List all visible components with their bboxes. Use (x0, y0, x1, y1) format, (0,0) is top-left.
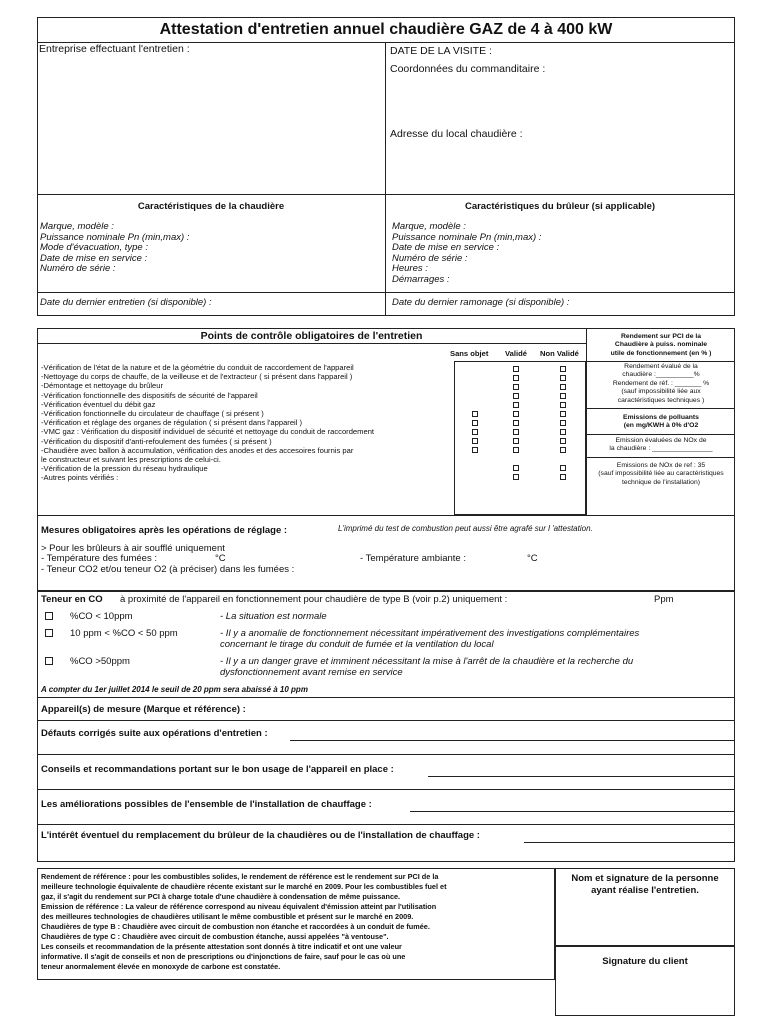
checkbox-non-valide[interactable] (560, 429, 566, 435)
rendement-header-line: utile de fonctionnement (en % ) (610, 349, 712, 357)
bruleur-field: Numéro de série : (392, 252, 468, 264)
interet-answer-line[interactable] (524, 842, 735, 843)
temp-ambiante-unit: °C (527, 553, 538, 564)
bruleur-title: Caractéristiques du brûleur (si applicable) (464, 201, 656, 212)
signature-pro-line: ayant réalise l'entretien. (591, 884, 699, 896)
checkbox-valide[interactable] (513, 384, 519, 390)
co-desc: à proximité de l'appareil en fonctionnement pour chaudière de type B (voir p.2) uniquement : (120, 594, 508, 605)
interet-label: L'intérêt éventuel du remplacement du brûleur de la chaudières ou de l'installation de chauffage : (41, 830, 480, 841)
bruleur-field: Date de mise en service : (392, 242, 500, 254)
co-row-text-line: - Il y a un danger grave et imminent nécessitant la mise à l'arrêt de la chaudière et la recherche du (220, 656, 634, 667)
checkbox-non-valide[interactable] (560, 474, 566, 480)
appareils-divider (37, 720, 735, 721)
emissions-ref-line: technique de l'installation) (621, 478, 700, 486)
signature-pro-label (555, 873, 735, 896)
conseils-answer-line[interactable] (37, 789, 735, 790)
ameliorations-answer-line[interactable] (410, 811, 735, 812)
checkbox-non-valide[interactable] (560, 366, 566, 372)
co-row-text-line: - Il y a anomalie de fonctionnement nécessitant impérativement des investigations complémentaires (220, 628, 640, 639)
co-row-text-line: concernant le tirage du conduit de fumée et la ventilation du local (220, 639, 494, 650)
points-item: -Vérification éventuel du débit gaz (41, 399, 156, 409)
points-list (41, 363, 374, 483)
caracteristiques-divider (37, 194, 735, 195)
checkbox-non-valide[interactable] (560, 420, 566, 426)
rendement-header-line: Rendement sur PCI de la (620, 333, 702, 340)
emissions-line: la chaudière : ________________ (609, 445, 713, 453)
points-item: -Démontage et nettoyage du brûleur (41, 381, 164, 391)
co-row-text-line: dysfonctionnement avant remise en service (220, 667, 403, 678)
dernier-divider (37, 292, 735, 293)
definition-line: teneur anormalement élevée en monoxyde de carbone est constatée. (41, 962, 281, 971)
defauts-answer-line[interactable] (37, 754, 735, 755)
points-item: le constructeur et suivant les prescriptions de celui-ci. (41, 455, 221, 465)
emissions-title (587, 414, 735, 431)
temp-ambiante-label: - Température ambiante : (360, 553, 466, 564)
rendement-header-divider (586, 361, 735, 362)
checkbox-valide[interactable] (513, 411, 519, 417)
definition-line: meilleure technologie équivalente de chaudière récente existant sur le marché en 2009. Pour les combustibles fuel et (41, 882, 447, 891)
points-item: -Autres points vérifiés : (41, 473, 119, 483)
emissions-divider (586, 408, 735, 409)
date-visite-label: DATE DE LA VISITE : (390, 45, 492, 57)
definition-line: Emission de référence : La valeur de référence correspond au niveau équivalent d'émission atteint par l'utilisation (41, 902, 437, 911)
defauts-label: Défauts corrigés suite aux opérations d'entretien : (41, 728, 268, 739)
points-bottom-divider (37, 515, 735, 516)
bruleur-field: Démarrages : (392, 273, 450, 285)
definition-line: Rendement de référence : pour les combustibles solides, le rendement de référence est le rendement sur PCI de la (41, 872, 439, 881)
rendement-line: caractéristiques techniques ) (617, 396, 705, 404)
chaudiere-field: Date de mise en service : (40, 252, 148, 264)
points-item: -Vérification de la pression du réseau hydraulique (41, 464, 208, 474)
points-title-divider (37, 343, 586, 344)
checkbox-sans-objet[interactable] (472, 447, 478, 453)
checkbox-sans-objet[interactable] (472, 429, 478, 435)
definition-line: Chaudières de type B : Chaudière avec circuit de combustion non étanche et raccordées à un conduit de fumée. (41, 922, 430, 931)
emissions-ref-line: (sauf impossibilité liée au caractéristiques (598, 470, 724, 478)
col-sans-objet: Sans objet (450, 349, 489, 358)
checkbox-non-valide[interactable] (560, 375, 566, 381)
conseils-label: Conseils et recommandations portant sur le bon usage de l'appareil en place : (41, 764, 394, 775)
points-item: -Vérification fonctionnelle du circulateur de chauffage ( si présent ) (41, 409, 264, 419)
chaudiere-field: Numéro de série : (40, 263, 116, 275)
chaudiere-field: Puissance nominale Pn (min,max) : (40, 231, 190, 243)
co-checkbox-low[interactable] (45, 612, 53, 620)
bruleur-fields (392, 222, 541, 286)
checkbox-non-valide[interactable] (560, 438, 566, 444)
emissions-ref-line: Emissions de NOx de ref : 35 (616, 462, 706, 469)
col-valide: Validé (505, 349, 527, 358)
points-title: Points de contrôle obligatoires de l'entretien (200, 330, 423, 342)
definition-line: des meilleures technologies de chaudières utilisant le même combustible et présent sur le marché en 2009. (41, 912, 414, 921)
chaudiere-fields (40, 222, 189, 275)
points-item: -Vérification fonctionnelle des dispositifs de sécurité de l'appareil (41, 390, 258, 400)
definition-line: Les conseils et recommandation de la présente attestation sont donnés à titre indicatif et ont une valeur (41, 942, 402, 951)
checkbox-valide[interactable] (513, 393, 519, 399)
points-item: -Vérification et réglage des organes de régulation ( si présent dans l'appareil ) (41, 418, 303, 428)
rendement-line: Rendement évalué de la (624, 363, 698, 370)
checkbox-non-valide[interactable] (560, 393, 566, 399)
bruleur-field: Marque, modèle : (392, 221, 466, 232)
checkbox-sans-objet[interactable] (472, 438, 478, 444)
temp-fumees-unit: °C (215, 553, 226, 564)
checkbox-valide[interactable] (513, 402, 519, 408)
mesures-title: Mesures obligatoires après les opérations de réglage : (41, 525, 288, 536)
mesures-note: L'imprimé du test de combustion peut aussi être agrafé sur l 'attestation. (338, 524, 593, 533)
chaudiere-title: Caractéristiques de la chaudière (137, 201, 285, 212)
emissions-title-line: Emissions de polluants (623, 414, 699, 421)
emissions-title-divider (586, 434, 735, 435)
points-item: -Chaudière avec ballon à accumulation, vérification des anodes et des accesoires fournis par (41, 445, 354, 455)
commanditaire-label: Coordonnées du commanditaire : (390, 63, 546, 75)
rendement-line: chaudière :__________% (622, 371, 700, 379)
checkbox-valide[interactable] (513, 375, 519, 381)
points-item: -VMC gaz : Vérification du dispositif individuel de sécurité et nettoyage du conduit de raccordement (41, 427, 375, 437)
co-row-text (220, 628, 639, 650)
checkbox-non-valide[interactable] (560, 465, 566, 471)
points-item: -Vérification du dispositif d'anti-refoulement des fumées ( si présent ) (41, 436, 272, 446)
checkbox-valide[interactable] (513, 420, 519, 426)
checkbox-non-valide[interactable] (560, 402, 566, 408)
signature-client-label: Signature du client (602, 956, 688, 967)
signature-pro-line: Nom et signature de la personne (571, 873, 719, 884)
definition-line: informative. Il s'agit de conseils et non de prescriptions ou d'injonctions de faire, sauf pour le cas où une (41, 952, 406, 961)
page-title: Attestation d'entretien annuel chaudière GAZ de 4 à 400 kW (159, 21, 613, 38)
co-title: Teneur en CO (41, 594, 103, 605)
points-item: -Vérification de l'état de la nature et de la géométrie du conduit de raccordement de l'appareil (41, 363, 354, 372)
chaudiere-field: Marque, modèle : (40, 221, 114, 232)
checkbox-non-valide[interactable] (560, 447, 566, 453)
checkbox-valide[interactable] (513, 465, 519, 471)
co-row-label: 10 ppm < %CO < 50 ppm (70, 628, 178, 639)
co-unit: Ppm (654, 594, 674, 605)
checkbox-sans-objet[interactable] (472, 420, 478, 426)
temp-fumees-label: - Température des fumées : (41, 553, 157, 564)
checkbox-valide[interactable] (513, 429, 519, 435)
chaudiere-field: Mode d'évacuation, type : (40, 242, 148, 254)
emissions-ref-lines (587, 462, 735, 487)
adresse-local-label: Adresse du local chaudière : (390, 128, 523, 140)
co-checkbox-high[interactable] (45, 657, 53, 665)
co-row-text: - La situation est normale (220, 611, 327, 622)
co-checkbox-mid[interactable] (45, 629, 53, 637)
checkbox-non-valide[interactable] (560, 411, 566, 417)
dernier-ramonage-label: Date du dernier ramonage (si disponible) : (392, 297, 570, 308)
bruleur-field: Puissance nominale Pn (min,max) : (392, 231, 542, 243)
rendement-line: Rendement de réf. : _______ % (612, 379, 710, 387)
points-item: -Nettoyage du corps de chauffe, de la veilleuse et de l'extracteur ( si présent dans l'appareil ) (41, 372, 353, 382)
definition-line: gaz, il s'agit du rendement sur PCI à charge totale d'une chaudière à condensation de même puissance. (41, 892, 401, 901)
defauts-answer-line[interactable] (290, 740, 735, 741)
conseils-answer-line[interactable] (428, 776, 735, 777)
checkbox-valide[interactable] (513, 474, 519, 480)
checkbox-non-valide[interactable] (560, 384, 566, 390)
rendement-line: (sauf impossibilité liée aux (621, 388, 701, 396)
checkbox-valide[interactable] (513, 447, 519, 453)
definition-line: Chaudières de type C : Chaudière avec circuit de combustion étanche, aussi appelées "à ventouse". (41, 932, 389, 941)
rendement-header (587, 333, 735, 358)
entreprise-label: Entreprise effectuant l'entretien : (39, 43, 190, 55)
bruleur-field: Heures : (392, 263, 428, 275)
teneur-line: - Teneur CO2 et/ou teneur O2 (à préciser) dans les fumées : (41, 564, 295, 575)
co-row-label: %CO < 10ppm (70, 611, 133, 622)
emissions-lines (587, 437, 735, 454)
co-row-text (220, 656, 633, 678)
col-non-valide: Non Validé (540, 349, 579, 358)
bruleurs-line: > Pour les brûleurs à air soufflé uniquement (41, 543, 225, 554)
definitions-text (41, 872, 447, 972)
rendement-header-line: Chaudière à puiss. nominale (614, 341, 708, 349)
co-threshold-note: A compter du 1er juillet 2014 le seuil de 20 ppm sera abaissé à 10 ppm (41, 685, 308, 694)
emissions-ref-divider (586, 457, 735, 458)
rendement-lines (587, 363, 735, 405)
ameliorations-label: Les améliorations possibles de l'ensemble de l'installation de chauffage : (41, 799, 372, 810)
ameliorations-answer-line[interactable] (37, 824, 735, 825)
dernier-entretien-label: Date du dernier entretien (si disponible) : (40, 297, 212, 308)
checkbox-valide[interactable] (513, 366, 519, 372)
co-row-label: %CO >50ppm (70, 656, 130, 667)
emissions-title-line: (en mg/KWH à 0% d'O2 (623, 422, 699, 430)
appareils-label: Appareil(s) de mesure (Marque et référence) : (41, 704, 246, 715)
checkbox-valide[interactable] (513, 438, 519, 444)
emissions-line: Emission évaluées de NOx de (615, 437, 707, 444)
top-center-divider (385, 42, 386, 316)
checkbox-sans-objet[interactable] (472, 411, 478, 417)
